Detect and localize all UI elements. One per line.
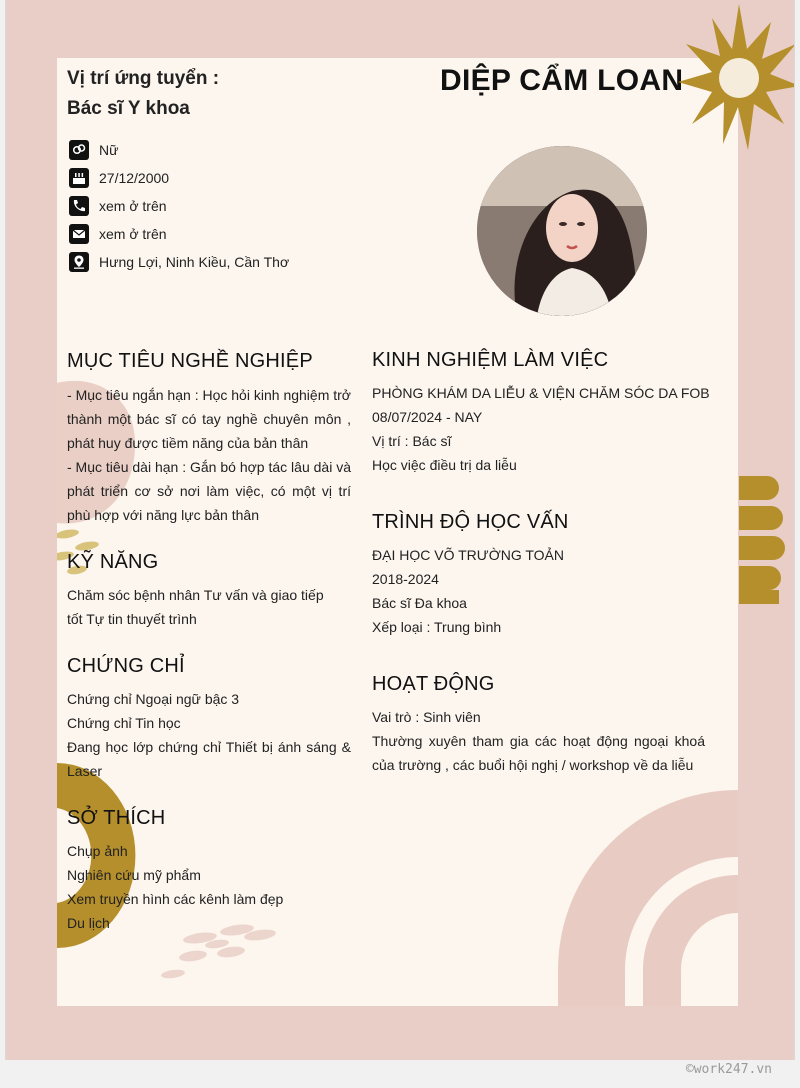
info-address xyxy=(69,252,369,274)
hobby-item: Xem truyền hình các kênh làm đẹp xyxy=(67,891,284,907)
certificate-item: Đang học lớp chứng chỉ Thiết bị ánh sáng & Laser xyxy=(67,739,351,779)
activities-title: HOẠT ĐỘNG xyxy=(372,673,495,695)
hobby-item: Du lịch xyxy=(67,915,110,931)
experience-role: Vị trí : Bác sĩ xyxy=(372,433,452,449)
activities-role: Vai trò : Sinh viên xyxy=(372,709,481,725)
birthday-cake-icon xyxy=(69,168,89,188)
experience-dates: 08/07/2024 - NAY xyxy=(372,409,483,425)
pink-petals-decoration xyxy=(155,918,285,988)
info-birthday xyxy=(69,168,369,190)
position-value: Bác sĩ Y khoa xyxy=(67,98,190,119)
address-text: Hưng Lợi, Ninh Kiều, Cần Thơ xyxy=(99,254,290,270)
experience-description: Học việc điều trị da liễu xyxy=(372,457,517,473)
email-text: xem ở trên xyxy=(99,226,167,242)
mustard-stripes-decoration xyxy=(739,470,789,610)
pink-arch-decoration xyxy=(557,790,738,1006)
profile-photo xyxy=(477,146,647,316)
education-grade: Xếp loại : Trung bình xyxy=(372,619,502,635)
phone-text: xem ở trên xyxy=(99,198,167,214)
education-school: ĐẠI HỌC VÕ TRƯỜNG TOẢN xyxy=(372,547,564,563)
birthday-text: 27/12/2000 xyxy=(99,170,170,186)
certificate-item: Chứng chỉ Ngoại ngữ bậc 3 xyxy=(67,691,240,707)
experience-title: KINH NGHIỆM LÀM VIỆC xyxy=(372,349,609,371)
objective-short-term: - Mục tiêu ngắn hạn : Học hỏi kinh nghiệm trở thành một bác sĩ có tay nghề chuyên môn , phát huy được tiềm năng của bản thân xyxy=(67,387,351,451)
info-email xyxy=(69,224,369,246)
sunburst-decoration xyxy=(678,4,795,150)
hobby-item: Chụp ảnh xyxy=(67,843,128,859)
education-title: TRÌNH ĐỘ HỌC VẤN xyxy=(372,511,569,533)
experience-company: PHÒNG KHÁM DA LIỄU & VIỆN CHĂM SÓC DA FOB xyxy=(372,385,710,401)
hobby-item: Nghiên cứu mỹ phẩm xyxy=(67,867,201,883)
objective-long-term: - Mục tiêu dài hạn : Gắn bó hợp tác lâu dài và phát triển cơ sở nơi làm việc, có một vị trí phù hợp với năng lực bản thân xyxy=(67,459,351,523)
position-label: Vị trí ứng tuyển : xyxy=(67,68,220,89)
hobbies-title: SỞ THÍCH xyxy=(67,807,166,829)
phone-icon xyxy=(69,196,89,216)
education-years: 2018-2024 xyxy=(372,571,439,587)
cv-paper xyxy=(57,58,738,1006)
skills-line: Chăm sóc bệnh nhân Tư vấn và giao tiếp xyxy=(67,587,324,603)
certificates-title: CHỨNG CHỈ xyxy=(67,655,185,677)
cv-page-background xyxy=(5,0,795,1060)
info-gender xyxy=(69,140,369,162)
gender-text: Nữ xyxy=(99,142,119,158)
certificate-item: Chứng chỉ Tin học xyxy=(67,715,181,731)
education-major: Bác sĩ Đa khoa xyxy=(372,595,467,611)
info-phone xyxy=(69,196,369,218)
watermark: ©work247.vn xyxy=(685,1062,772,1077)
email-icon xyxy=(69,224,89,244)
candidate-name: DIỆP CẨM LOAN xyxy=(440,64,684,97)
skills-line: tốt Tự tin thuyết trình xyxy=(67,611,197,627)
location-pin-icon xyxy=(69,252,89,272)
skills-title: KỸ NĂNG xyxy=(67,551,159,573)
activities-description: Thường xuyên tham gia các hoạt động ngoại khoá của trường , các buổi hội nghị / workshop về da liễu xyxy=(372,733,705,773)
gender-icon xyxy=(69,140,89,160)
objective-title: MỤC TIÊU NGHỀ NGHIỆP xyxy=(67,350,313,372)
